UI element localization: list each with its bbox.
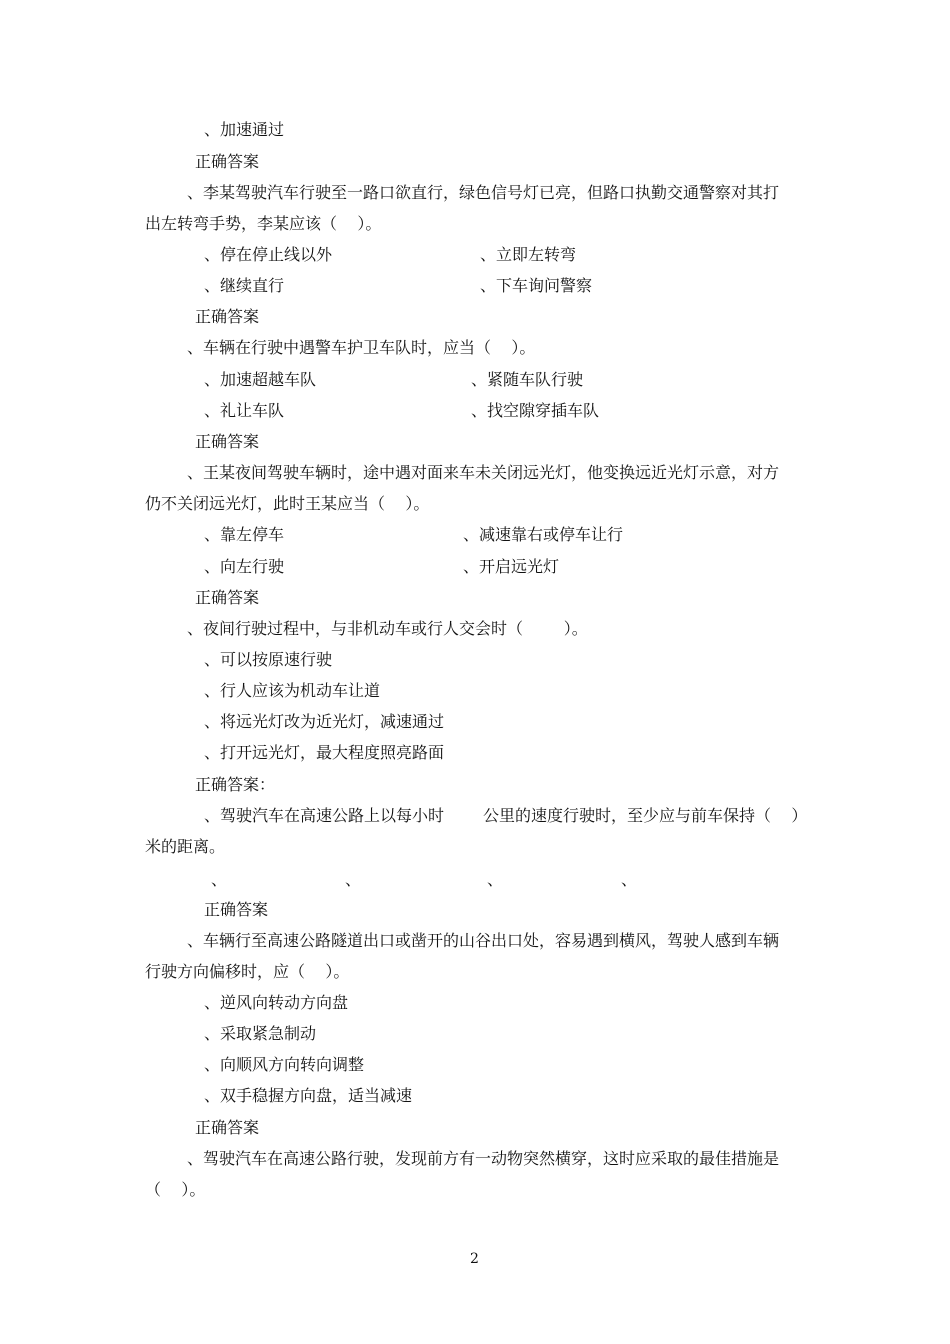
question-text: 、车辆行至高速公路隧道出口或凿开的山谷出口处，容易遇到横风，驾驶人感到车辆 <box>187 931 780 950</box>
option-text: 、立即左转弯 <box>480 245 577 264</box>
option-text: 、采取紧急制动 <box>204 1024 317 1043</box>
option-text: 、 <box>487 870 504 889</box>
question-text: （ ）。 <box>145 1180 206 1199</box>
option-text: 、停在停止线以外 <box>204 245 333 264</box>
option-text: 、 <box>345 870 362 889</box>
option-text: 、靠左停车 <box>204 525 285 544</box>
option-text: 、 <box>621 870 638 889</box>
question-text: 仍不关闭远光灯，此时王某应当（ ）。 <box>145 494 430 513</box>
answer-label: 正确答案 <box>195 1118 260 1137</box>
option-text: 、双手稳握方向盘，适当减速 <box>204 1086 413 1105</box>
question-text: 行驶方向偏移时，应（ ）。 <box>145 962 350 981</box>
answer-label: 正确答案 <box>195 588 260 607</box>
option-text: 、减速靠右或停车让行 <box>463 525 624 544</box>
option-text: 、向顺风方向转向调整 <box>204 1055 365 1074</box>
answer-label: 正确答案： <box>195 775 276 794</box>
answer-label: 正确答案 <box>195 152 260 171</box>
option-text: 、 <box>211 870 228 889</box>
page-number: 2 <box>470 1251 479 1267</box>
question-text: 、驾驶汽车在高速公路上以每小时 <box>204 806 445 825</box>
question-text: 、李某驾驶汽车行驶至一路口欲直行，绿色信号灯已亮，但路口执勤交通警察对其打 <box>187 183 780 202</box>
answer-label: 正确答案 <box>195 432 260 451</box>
question-text: 、驾驶汽车在高速公路行驶，发现前方有一动物突然横穿，这时应采取的最佳措施是 <box>187 1149 780 1168</box>
option-text: 、紧随车队行驶 <box>471 370 584 389</box>
answer-label: 正确答案 <box>195 307 260 326</box>
question-text: 米的距离。 <box>145 837 226 856</box>
option-text: 、找空隙穿插车队 <box>471 401 600 420</box>
option-text: 、继续直行 <box>204 276 285 295</box>
option-text: 、将远光灯改为近光灯，减速通过 <box>204 712 445 731</box>
option-text: 、加速超越车队 <box>204 370 317 389</box>
question-text: 、夜间行驶过程中，与非机动车或行人交会时（ ）。 <box>187 619 588 638</box>
option-text: 、行人应该为机动车让道 <box>204 681 381 700</box>
answer-label: 正确答案 <box>204 900 269 919</box>
option-text: 、向左行驶 <box>204 557 285 576</box>
option-text: 、可以按原速行驶 <box>204 650 333 669</box>
option-text: 、逆风向转动方向盘 <box>204 993 349 1012</box>
question-text: 、车辆在行驶中遇警车护卫车队时，应当（ ）。 <box>187 338 536 357</box>
option-text: 、打开远光灯，最大程度照亮路面 <box>204 743 445 762</box>
option-text: 、加速通过 <box>204 120 285 139</box>
question-text: 出左转弯手势，李某应该（ ）。 <box>145 214 382 233</box>
option-text: 、下车询问警察 <box>480 276 593 295</box>
question-text: 公里的速度行驶时，至少应与前车保持（ ） <box>483 806 808 825</box>
question-text: 、王某夜间驾驶车辆时，途中遇对面来车未关闭远光灯，他变换远近光灯示意，对方 <box>187 463 780 482</box>
option-text: 、开启远光灯 <box>463 557 560 576</box>
option-text: 、礼让车队 <box>204 401 285 420</box>
